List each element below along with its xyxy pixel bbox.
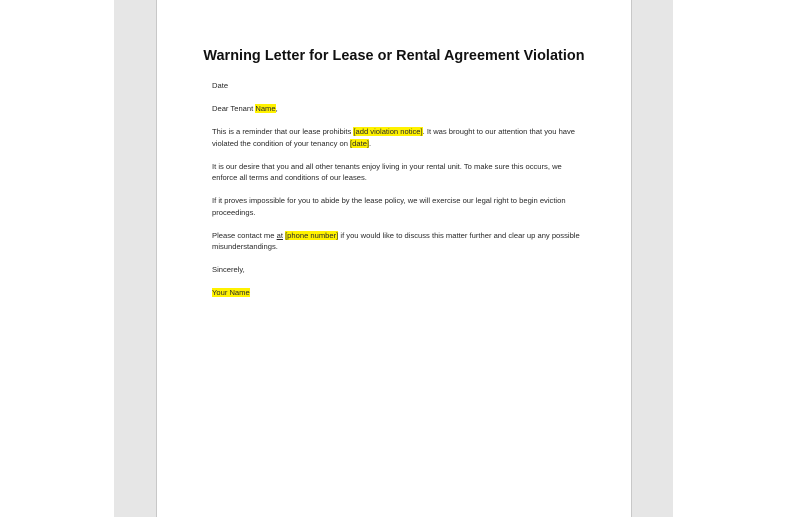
paragraph-violation-text-b: . It was brought to our attention that you have violated the condition of your tenancy on — [212, 127, 576, 148]
salutation — [212, 103, 582, 115]
letter-body[interactable] — [212, 80, 582, 310]
contact-at-word: at — [276, 230, 283, 240]
violation-notice-placeholder[interactable]: [add violation notice] — [353, 127, 423, 136]
paragraph-violation — [212, 126, 582, 149]
paragraph-violation-text-c: . — [369, 138, 372, 148]
right-page-gutter — [631, 0, 673, 517]
salutation-prefix: Dear Tenant — [212, 104, 256, 113]
signature-line — [212, 287, 582, 299]
signature-placeholder[interactable]: Your Name — [212, 288, 250, 297]
phone-number-placeholder[interactable]: [phone number] — [285, 230, 339, 240]
paragraph-violation-text-a: This is a reminder that our lease prohibits — [212, 127, 354, 136]
violation-date-placeholder[interactable]: [date] — [350, 138, 370, 148]
date-label: Date — [212, 81, 229, 90]
tenant-name-placeholder[interactable]: Name — [255, 104, 276, 113]
left-page-gutter — [114, 0, 157, 517]
salutation-suffix: , — [275, 104, 278, 113]
paragraph-contact-text-b: if you would like to discuss this matter further and clear up any possible misunderstandings. — [212, 230, 580, 251]
paragraph-contact-text-a: Please contact me — [212, 230, 277, 240]
paragraph-contact — [212, 230, 582, 253]
document-page[interactable] — [157, 0, 631, 517]
paragraph-desire: It is our desire that you and all other tenants enjoy living in your rental unit. To make sure this occurs, we enforce all terms and conditions of our leases. — [212, 161, 562, 182]
page-title: Warning Letter for Lease or Rental Agreement Violation — [203, 48, 585, 64]
date-line — [212, 80, 582, 92]
closing: Sincerely, — [212, 265, 245, 274]
paragraph-eviction: If it proves impossible for you to abide by the lease policy, we will exercise our legal right to begin eviction proceedings. — [212, 196, 566, 217]
